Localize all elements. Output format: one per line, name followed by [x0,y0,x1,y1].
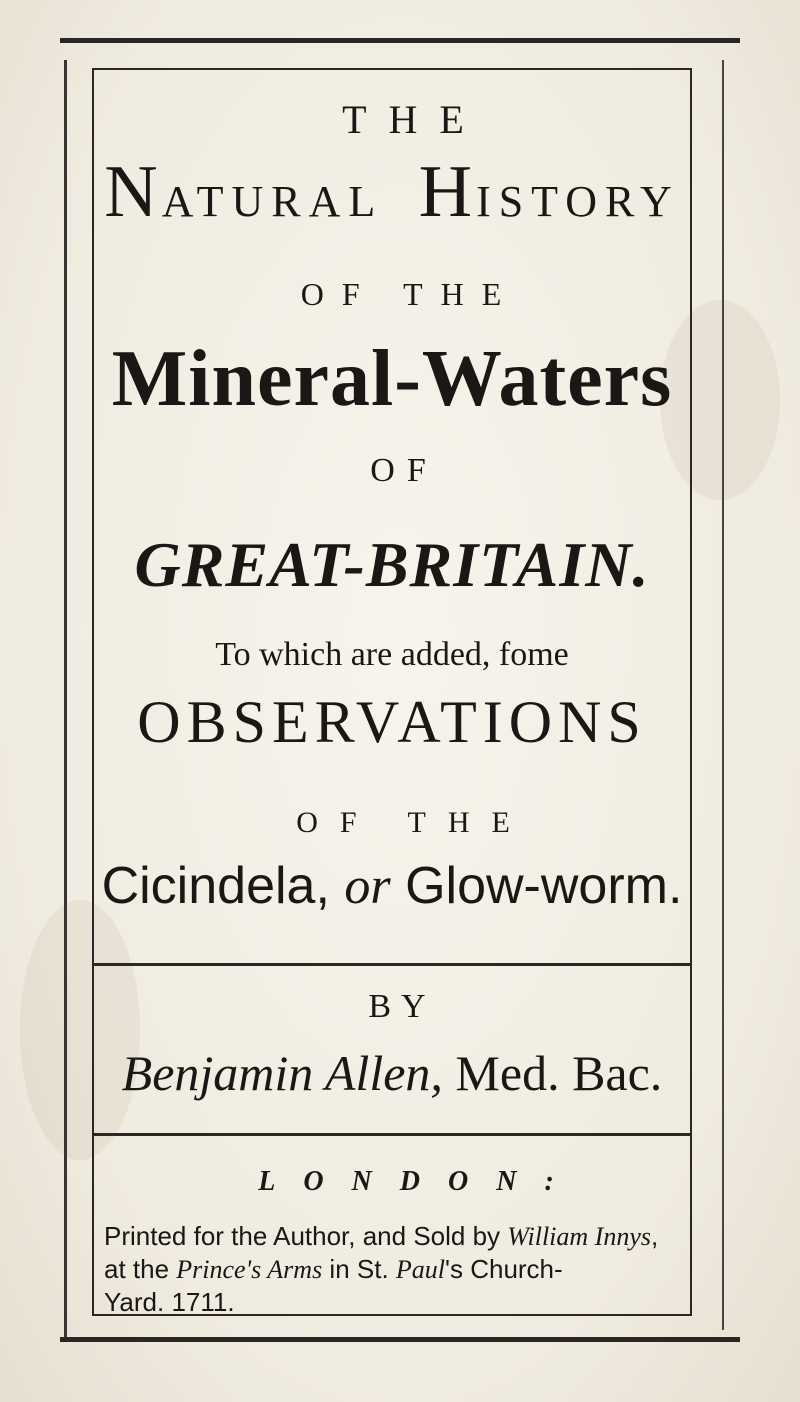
title-natural-history [92,150,692,235]
bottom-rule [60,1337,740,1342]
author-line [92,1044,692,1102]
divider-rule [92,963,692,966]
subtitle-of-the: OF THE [296,806,532,839]
title-great-britain: GREAT-BRITAIN. [134,529,650,600]
history-rest: ISTORY [476,177,680,226]
imprint-line-2 [104,1253,684,1286]
title-of-the: OF THE [300,276,520,312]
imprint-line-3: Yard. 1711. [104,1287,235,1317]
imprint-text: at the [104,1254,177,1284]
top-rule [60,38,740,43]
imprint-block [104,1220,684,1318]
author-degree: Med. Bac. [455,1045,663,1101]
outer-right-rule [722,60,724,1330]
imprint-text: in St. [322,1254,396,1284]
outer-left-rule [64,60,67,1340]
imprint-text: 's Church- [445,1254,563,1284]
by-line: BY [368,988,436,1025]
cicindela-word: Cicindela, [101,857,330,915]
natural-initial: N [104,151,162,233]
natural-rest: ATURAL [161,177,382,226]
imprint-saint: Paul [395,1255,446,1284]
place-london: LONDON: [258,1166,582,1197]
title-of: OF [370,452,438,489]
imprint-text: , [651,1221,659,1251]
subtitle-added: To which are added, fome [215,636,569,673]
title-mineral-waters: Mineral-Waters [111,335,673,423]
imprint-bookseller: William Innys [507,1222,651,1251]
history-initial: H [418,151,477,233]
subtitle-cicindela [92,856,692,916]
title-the: THE [342,97,486,142]
author-name: Benjamin Allen, [121,1045,443,1101]
imprint-line-1 [104,1220,684,1253]
or-word: or [344,858,391,915]
divider-rule [92,1133,692,1136]
imprint-text: Printed for the Author, and Sold by [104,1221,508,1251]
subtitle-observations: OBSERVATIONS [137,689,647,755]
imprint-sign: Prince's Arms [176,1255,323,1284]
glow-worm-word: Glow-worm. [405,857,683,915]
